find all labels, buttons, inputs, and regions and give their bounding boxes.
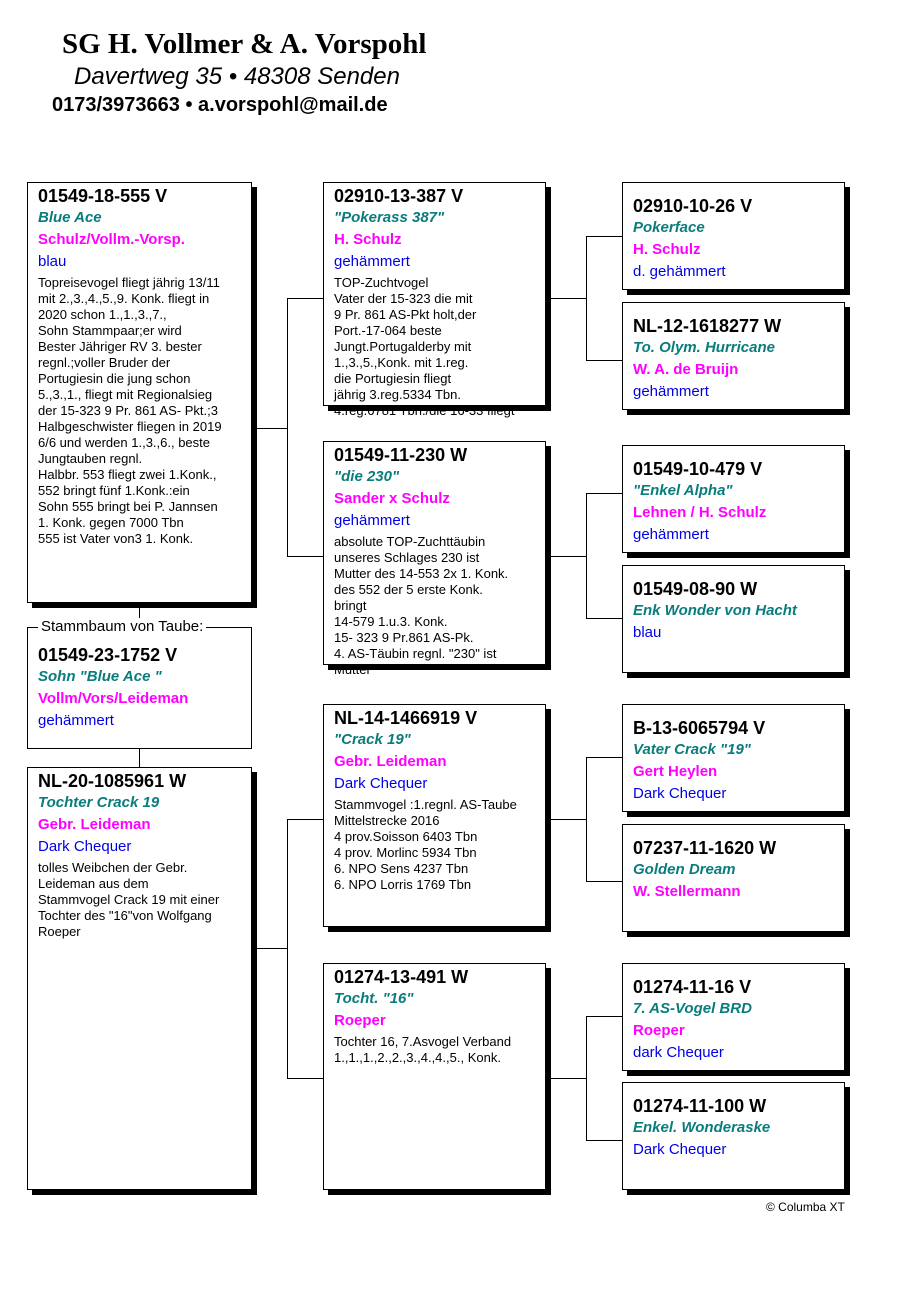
breeder-label: W. Stellermann [633,883,741,900]
pigeon-name: Blue Ace [38,209,102,226]
pigeon-name: "Enkel Alpha" [633,482,733,499]
connector-line [586,236,622,237]
grandparent-card [622,824,845,932]
ring-number: 01274-11-16 V [633,977,752,997]
plumage-color: gehämmert [334,253,410,270]
pedigree-label: Stammbaum von Taube: [38,618,206,635]
pigeon-name: Tochter Crack 19 [38,794,160,811]
plumage-color: Dark Chequer [633,785,727,802]
breeder-label: W. A. de Bruijn [633,361,739,378]
plumage-color: Dark Chequer [334,775,428,792]
plumage-color: d. gehämmert [633,263,726,280]
grandparent-card [622,302,845,410]
breeder-label: Roeper [334,1012,386,1029]
plumage-color: blau [633,624,662,641]
ring-number: NL-20-1085961 W [38,771,187,791]
connector-line [139,749,140,767]
plumage-color: gehämmert [334,512,410,529]
connector-line [252,948,287,949]
parent-card [323,704,546,927]
breeder-address: Davertweg 35 • 48308 Senden [74,63,400,90]
ring-number: 02910-10-26 V [633,196,753,216]
copyright-notice: © Columba XT [766,1200,845,1214]
breeder-contact: 0173/3973663 • a.vorspohl@mail.de [52,94,388,116]
breeder-label: Vollm/Vors/Leideman [38,690,189,707]
grandparent-card [622,445,845,553]
ring-number: 01274-13-491 W [334,967,469,987]
connector-line [287,1078,323,1079]
pigeon-name: Enkel. Wonderaske [633,1119,771,1136]
plumage-color: dark Chequer [633,1044,724,1061]
plumage-color: Dark Chequer [38,838,132,855]
pigeon-notes: absolute TOP-Zuchttäubin unseres Schlages 230 ist Mutter des 14-553 2x 1. Konk. des 552 der 5 erste Konk. bringt 14-579 1.u.3. Konk. 15- 323 9 Pr.861 AS-Pk. 4. AS-Täubin regnl. "230" ist Mutter [334,534,509,677]
connector-line [586,236,587,360]
grandparent-card [622,182,845,290]
breeder-label: Roeper [633,1022,685,1039]
pigeon-name: Sohn "Blue Ace " [38,668,162,685]
ring-number: B-13-6065794 V [633,718,766,738]
connector-line [586,493,587,618]
breeder-name: SG H. Vollmer & A. Vorspohl [62,28,427,60]
pigeon-name: Vater Crack "19" [633,741,751,758]
parent-card [323,441,546,677]
connector-line [287,819,288,1079]
pigeon-notes: Stammvogel :1.regnl. AS-Taube Mittelstrecke 2016 4 prov.Soisson 6403 Tbn 4 prov. Morlinc 5934 Tbn 6. NPO Sens 4237 Tbn 6. NPO Lorris 1769 Tbn [334,797,517,892]
ring-number: 01274-11-100 W [633,1096,767,1116]
breeder-label: Sander x Schulz [334,490,450,507]
pigeon-notes: tolles Weibchen der Gebr. Leideman aus dem Stammvogel Crack 19 mit einer Tochter des "16"von Wolfgang Roeper [38,860,220,939]
ring-number: NL-12-1618277 W [633,316,782,336]
ring-number: NL-14-1466919 V [334,708,478,728]
parent-card [323,963,546,1190]
parent-card [323,182,546,418]
breeder-label: Gebr. Leideman [38,816,151,833]
plumage-color: gehämmert [38,712,114,729]
connector-line [546,819,586,820]
breeder-label: H. Schulz [633,241,701,258]
connector-line [586,1016,587,1141]
ring-number: 01549-23-1752 V [38,645,178,665]
connector-line [586,881,622,882]
connector-line [586,493,622,494]
pigeon-name: 7. AS-Vogel BRD [633,1000,752,1017]
breeder-label: H. Schulz [334,231,402,248]
connector-line [586,618,622,619]
mate-card [27,767,252,1190]
pigeon-name: To. Olym. Hurricane [633,339,775,356]
pigeon-name: "Crack 19" [334,731,411,748]
connector-line [252,428,287,429]
plumage-color: gehämmert [633,526,709,543]
connector-line [586,757,622,758]
pigeon-name: Pokerface [633,219,705,236]
ring-number: 02910-13-387 V [334,186,464,206]
connector-line [586,1016,622,1017]
connector-line [586,360,622,361]
plumage-color: gehämmert [633,383,709,400]
offspring-card [27,627,252,749]
plumage-color: blau [38,253,67,270]
pigeon-name: Golden Dream [633,861,736,878]
ring-number: 07237-11-1620 W [633,838,777,858]
breeder-label: Gert Heylen [633,763,718,780]
connector-line [287,298,288,557]
connector-line [287,819,323,820]
connector-line [546,1078,586,1079]
ring-number: 01549-11-230 W [334,445,468,465]
connector-line [287,298,323,299]
ring-number: 01549-18-555 V [38,186,168,206]
connector-line [586,757,587,882]
pigeon-notes: TOP-Zuchtvogel Vater der 15-323 die mit 9 Pr. 861 AS-Pkt holt,der Port.-17-064 beste Jungt.Portugalderby mit 1.,3.,5.,Konk. mit 1.reg. die Portugiesin fliegt jährig 3.reg.5334 Tbn. 4.reg.6781 Tbn./die 16-33 fliegt [334,275,515,418]
pigeon-name: "die 230" [334,468,400,485]
ring-number: 01549-10-479 V [633,459,763,479]
pigeon-name: Tocht. "16" [334,990,414,1007]
pigeon-notes: Tochter 16, 7.Asvogel Verband 1.,1.,1.,2.,2.,3.,4.,4.,5., Konk. [334,1034,512,1065]
ring-number: 01549-08-90 W [633,579,758,599]
grandparent-card [622,1082,845,1190]
connector-line [546,298,586,299]
breeder-label: Gebr. Leideman [334,753,447,770]
grandparent-card [622,565,845,673]
plumage-color: Dark Chequer [633,1141,727,1158]
pigeon-notes: Topreisevogel fliegt jährig 13/11 mit 2.,3.,4.,5.,9. Konk. fliegt in 2020 schon 1.,1.,3.,7., Sohn Stammpaar;er wird Bester Jähriger RV 3. bester regnl.;voller Bruder der Portugiesin die jung schon 5.,3.,1., fliegt mit Regionalsieg der 15-323 9 Pr. 861 AS- Pkt.;3 Halbgeschwister fliegen in 2019 6/6 und werden 1.,3.,6., beste Jungtauben regnl. Halbbr. 553 fliegt zwei 1.Konk., 552 bringt fünf 1.Konk.:ein Sohn 555 bringt bei P. Jannsen 1. Konk. gegen 7000 Tbn 555 ist Vater von3 1. Konk. [38,275,222,546]
connector-line [546,556,586,557]
breeder-label: Lehnen / H. Schulz [633,504,767,521]
connector-line [586,1140,622,1141]
grandparent-card [622,963,845,1071]
grandparent-card [622,704,845,812]
breeder-label: Schulz/Vollm.-Vorsp. [38,231,185,248]
connector-line [287,556,323,557]
subject-card [27,182,252,603]
pigeon-name: Enk Wonder von Hacht [633,602,797,619]
pigeon-name: "Pokerass 387" [334,209,445,226]
